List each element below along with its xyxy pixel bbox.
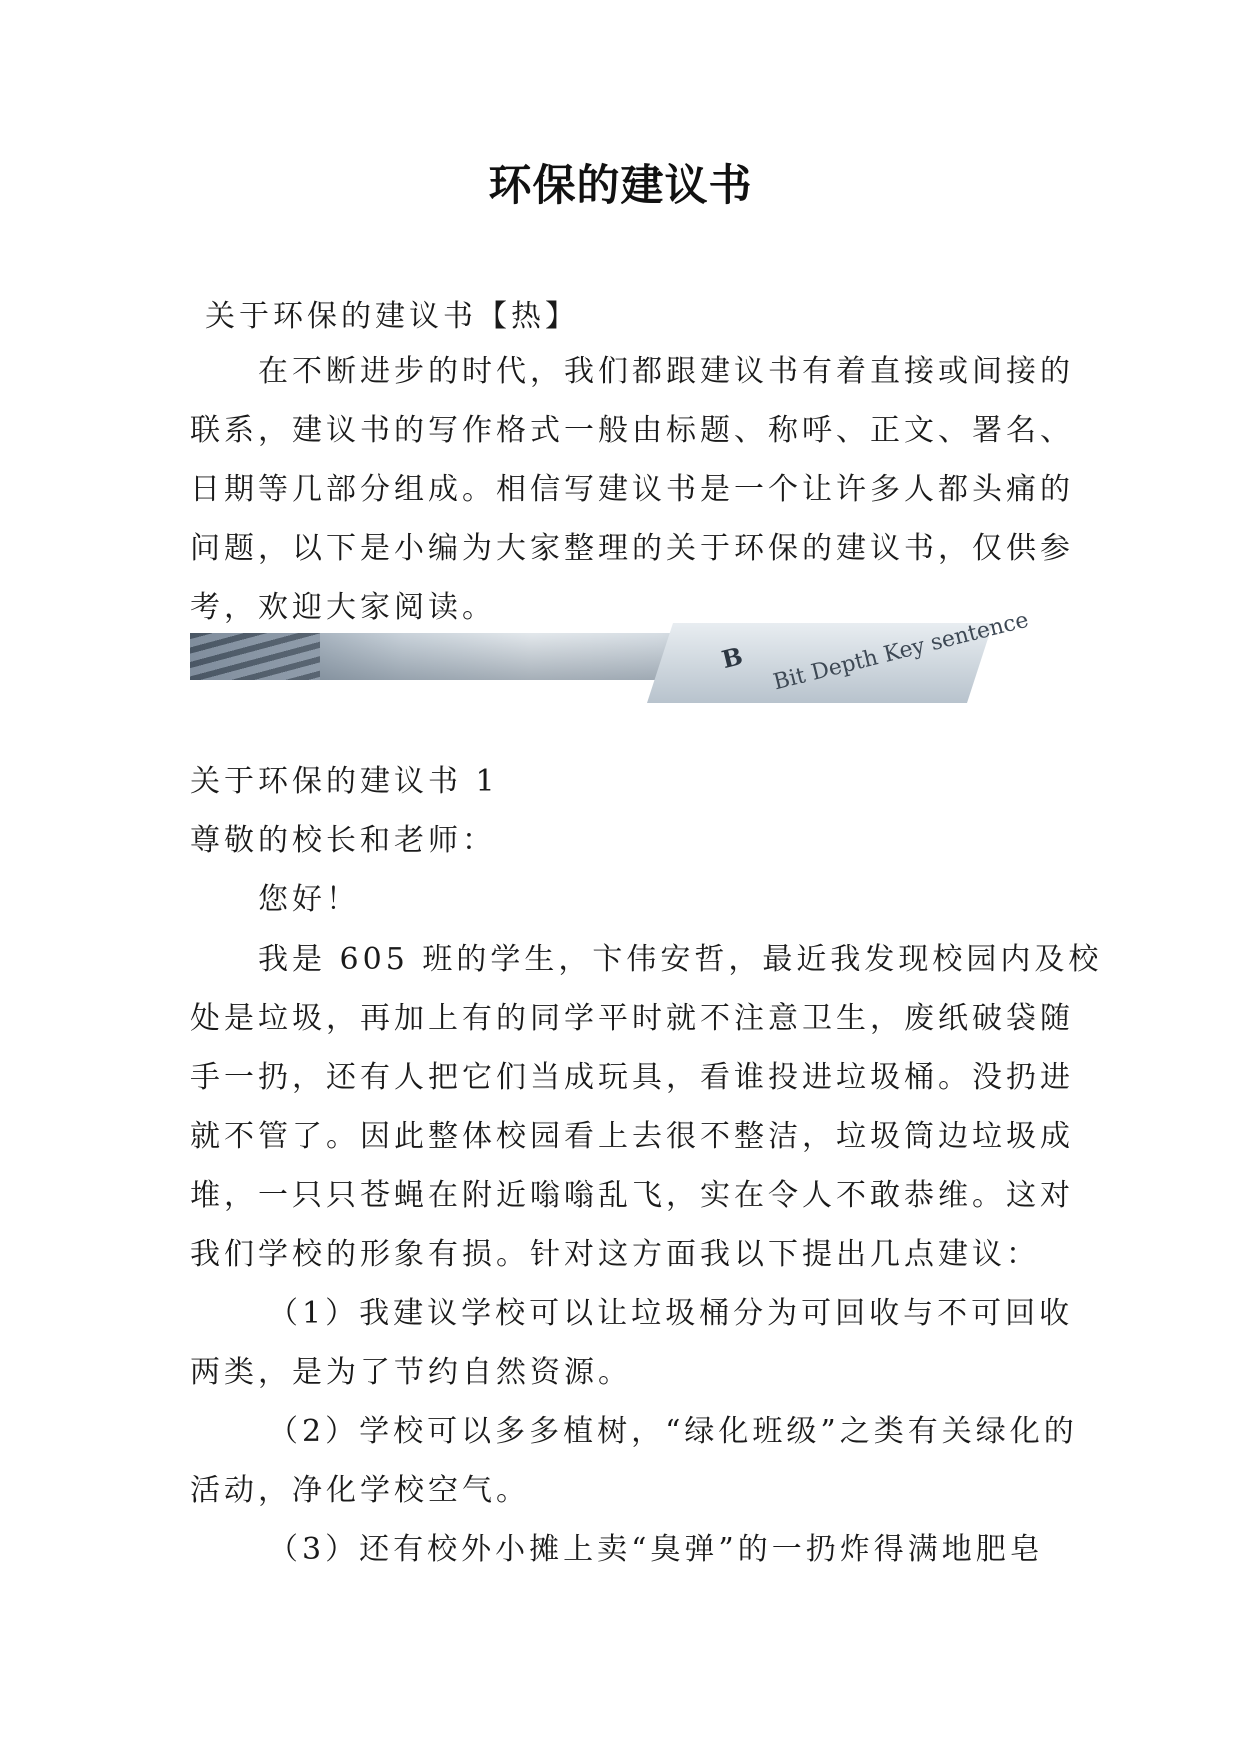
paragraph-line: 手一扔，还有人把它们当成玩具，看谁投进垃圾桶。没扔进 <box>190 1060 1074 1095</box>
suggestion-item: （1）我建议学校可以让垃圾桶分为可回收与不可回收 <box>268 1296 1074 1331</box>
banner-text: Bit Depth Key sentence <box>770 607 1032 696</box>
suggestion-item: （2）学校可以多多植树，“绿化班级”之类有关绿化的 <box>268 1414 1078 1449</box>
section-heading: 关于环保的建议书 1 <box>190 764 499 799</box>
salutation: 尊敬的校长和老师： <box>190 823 496 858</box>
paragraph-line: 处是垃圾，再加上有的同学平时就不注意卫生，废纸破袋随 <box>190 1001 1074 1036</box>
suggestion-item: （3）还有校外小摊上卖“臭弹”的一扔炸得满地肥皂 <box>268 1532 1044 1567</box>
paragraph-line: 考，欢迎大家阅读。 <box>190 590 496 625</box>
paragraph-line: 在不断进步的时代，我们都跟建议书有着直接或间接的 <box>258 354 1074 389</box>
greeting: 您好！ <box>258 882 360 917</box>
paragraph-line: 日期等几部分组成。相信写建议书是一个让许多人都头痛的 <box>190 472 1074 507</box>
notebook-coil-graphic <box>190 633 320 680</box>
suggestion-item-continued: 活动，净化学校空气。 <box>190 1473 530 1508</box>
page-title: 环保的建议书 <box>488 161 753 211</box>
paragraph-line: 就不管了。因此整体校园看上去很不整洁，垃圾筒边垃圾成 <box>190 1119 1074 1154</box>
suggestion-item-continued: 两类，是为了节约自然资源。 <box>190 1355 632 1390</box>
paragraph-line: 堆，一只只苍蝇在附近嗡嗡乱飞，实在令人不敢恭维。这对 <box>190 1178 1074 1213</box>
subtitle: 关于环保的建议书【热】 <box>205 299 579 334</box>
banner-letter: B <box>718 640 746 675</box>
paragraph-line: 我是 605 班的学生，卞伟安哲，最近我发现校园内及校 <box>258 942 1103 977</box>
paragraph-line: 联系，建议书的写作格式一般由标题、称呼、正文、署名、 <box>190 413 1074 448</box>
paragraph-line: 问题，以下是小编为大家整理的关于环保的建议书，仅供参 <box>190 531 1074 566</box>
paragraph-line: 我们学校的形象有损。针对这方面我以下提出几点建议： <box>190 1237 1040 1272</box>
